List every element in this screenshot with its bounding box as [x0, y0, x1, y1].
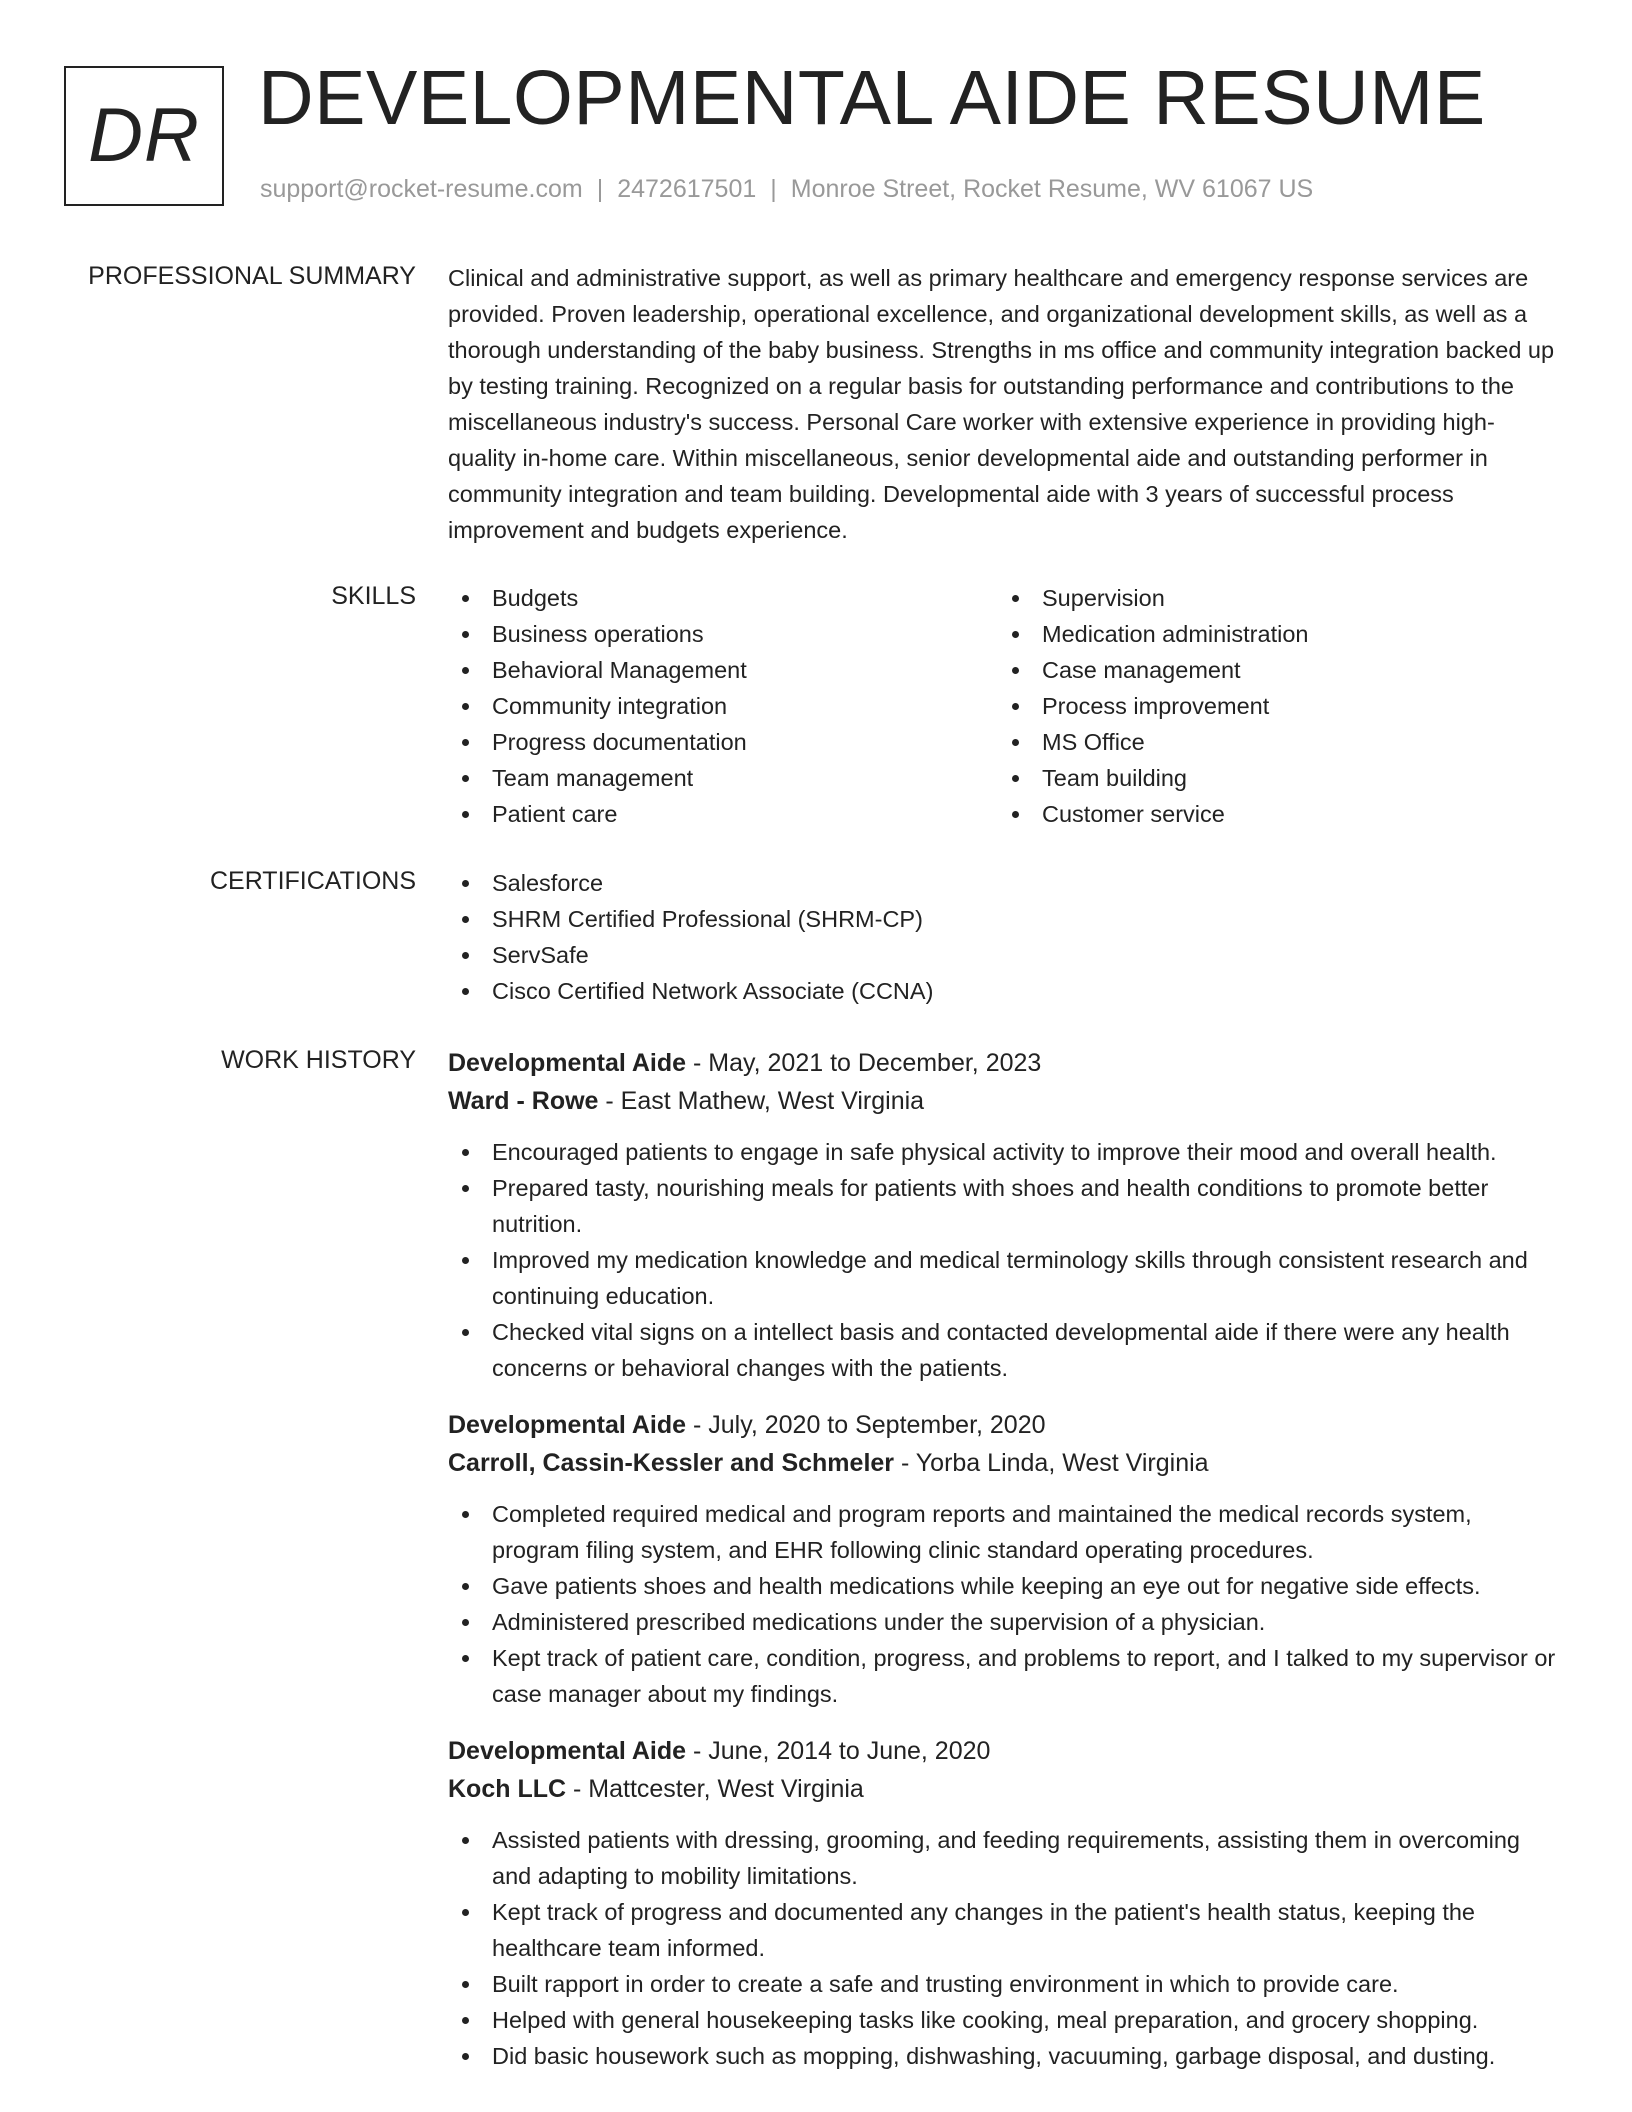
job-title: Developmental Aide [448, 1737, 687, 1765]
job-dates: - July, 2020 to September, 2020 [686, 1411, 1046, 1439]
job-bullet: Completed required medical and program reports and maintained the medical records system, program filing system, and EHR following clinic standard operating procedures. [448, 1496, 1558, 1568]
job-location: - East Mathew, West Virginia [598, 1087, 925, 1115]
contact-separator: | [596, 175, 604, 203]
job-dates: - June, 2014 to June, 2020 [686, 1737, 991, 1765]
skill-item: Community integration [448, 688, 998, 724]
resume-title: DEVELOPMENTAL AIDE RESUME [258, 55, 1486, 141]
job-bullet: Helped with general housekeeping tasks like cooking, meal preparation, and grocery shopping. [448, 2002, 1558, 2038]
job-bullet: Built rapport in order to create a safe and trusting environment in which to provide care. [448, 1966, 1558, 2002]
job-title-line [448, 1732, 1558, 1770]
monogram-logo [64, 66, 224, 206]
section-label-summary: PROFESSIONAL SUMMARY [88, 262, 416, 290]
skills-content [448, 580, 1558, 832]
section-label-work-history: WORK HISTORY [221, 1046, 416, 1074]
job-bullets [448, 1134, 1558, 1386]
skill-item: Customer service [998, 796, 1548, 832]
skill-item: Case management [998, 652, 1548, 688]
monogram-text: DR [88, 93, 200, 178]
skill-item: Patient care [448, 796, 998, 832]
certification-item: ServSafe [448, 937, 1558, 973]
job-company: Koch LLC [448, 1775, 567, 1803]
job-location: - Mattcester, West Virginia [566, 1775, 864, 1803]
skill-item: Business operations [448, 616, 998, 652]
job-title: Developmental Aide [448, 1411, 687, 1439]
skill-item: Budgets [448, 580, 998, 616]
job-bullet: Administered prescribed medications under the supervision of a physician. [448, 1604, 1558, 1640]
job-entry [448, 1732, 1558, 2074]
skills-list-right [998, 580, 1548, 832]
skill-item: Medication administration [998, 616, 1548, 652]
job-bullet: Gave patients shoes and health medications while keeping an eye out for negative side effects. [448, 1568, 1558, 1604]
job-bullets [448, 1496, 1558, 1712]
section-label-certifications: CERTIFICATIONS [209, 867, 416, 895]
job-bullet: Checked vital signs on a intellect basis and contacted developmental aide if there were any health concerns or behavioral changes with the patients. [448, 1314, 1558, 1386]
skill-item: Team building [998, 760, 1548, 796]
summary-text: Clinical and administrative support, as well as primary healthcare and emergency response services are provided. Proven leadership, operational excellence, and organizational development skills, as well as a thorough understanding of the baby business. Strengths in ms office and community integration backed up by testing training. Recognized on a regular basis for outstanding performance and contributions to the miscellaneous industry's success. Personal Care worker with extensive experience in providing high-quality in-home care. Within miscellaneous, senior developmental aide and outstanding performer in community integration and team building. Developmental aide with 3 years of successful process improvement and budgets experience. [448, 265, 1555, 543]
job-company: Ward - Rowe [448, 1087, 599, 1115]
work-history-content [448, 1044, 1558, 2094]
job-bullet: Encouraged patients to engage in safe physical activity to improve their mood and overall health. [448, 1134, 1558, 1170]
job-entry [448, 1044, 1558, 1386]
certifications-content [448, 865, 1558, 1009]
contact-line [260, 174, 1313, 204]
contact-address: Monroe Street, Rocket Resume, WV 61067 US [790, 175, 1314, 203]
certifications-list [448, 865, 1558, 1009]
skill-item: Team management [448, 760, 998, 796]
job-company-line [448, 1082, 1558, 1120]
job-company-line [448, 1770, 1558, 1808]
job-bullet: Assisted patients with dressing, grooming, and feeding requirements, assisting them in overcoming and adapting to mobility limitations. [448, 1822, 1558, 1894]
job-bullet: Kept track of patient care, condition, progress, and problems to report, and I talked to my supervisor or case manager about my findings. [448, 1640, 1558, 1712]
skill-item: Supervision [998, 580, 1548, 616]
skill-item: Process improvement [998, 688, 1548, 724]
certification-item: Salesforce [448, 865, 1558, 901]
certification-item: SHRM Certified Professional (SHRM-CP) [448, 901, 1558, 937]
skill-item: MS Office [998, 724, 1548, 760]
job-bullet: Did basic housework such as mopping, dishwashing, vacuuming, garbage disposal, and dusting. [448, 2038, 1558, 2074]
contact-phone[interactable]: 2472617501 [617, 175, 757, 203]
job-dates: - May, 2021 to December, 2023 [686, 1049, 1042, 1077]
job-title-line [448, 1406, 1558, 1444]
job-bullets [448, 1822, 1558, 2074]
job-entry [448, 1406, 1558, 1712]
skill-item: Behavioral Management [448, 652, 998, 688]
section-label-skills: SKILLS [331, 582, 416, 610]
contact-separator: | [770, 175, 777, 203]
job-bullet: Prepared tasty, nourishing meals for patients with shoes and health conditions to promote better nutrition. [448, 1170, 1558, 1242]
certification-item: Cisco Certified Network Associate (CCNA) [448, 973, 1558, 1009]
job-bullet: Kept track of progress and documented any changes in the patient's health status, keeping the healthcare team informed. [448, 1894, 1558, 1966]
job-location: - Yorba Linda, West Virginia [894, 1449, 1209, 1477]
job-bullet: Improved my medication knowledge and medical terminology skills through consistent research and continuing education. [448, 1242, 1558, 1314]
skill-item: Progress documentation [448, 724, 998, 760]
job-company-line [448, 1444, 1558, 1482]
contact-email[interactable]: support@rocket-resume.com [260, 175, 583, 203]
job-company: Carroll, Cassin-Kessler and Schmeler [448, 1449, 895, 1477]
skills-list-left [448, 580, 998, 832]
job-title: Developmental Aide [448, 1049, 687, 1077]
job-title-line [448, 1044, 1558, 1082]
summary-content [448, 260, 1558, 548]
